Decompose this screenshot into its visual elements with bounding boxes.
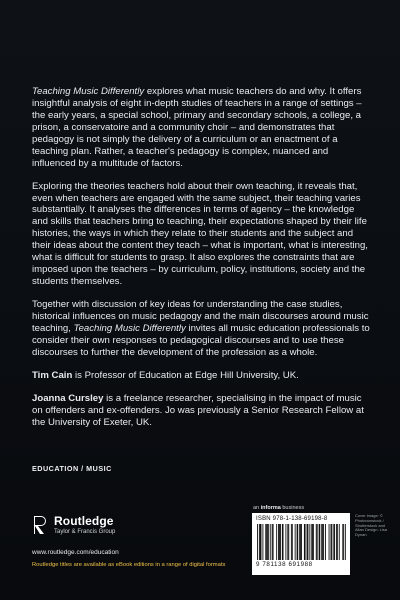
- author-name: Joanna Cursley: [32, 392, 104, 404]
- routledge-logo-icon: [32, 514, 48, 536]
- blurb-paragraph-1: Teaching Music Differently explores what music teachers do and why. It offers insightful analysis of eight in-depth studies of teachers in a range of settings – the early years, a special school, primary and secondary schools, a college, a prison, a conservatoire and a community choir – and demonstrates that pedagogy is not simply the delivery of a curriculum or an enactment of a teaching plan. Rather, a teacher's pedagogy is complex, nuanced and influenced by a multitude of factors.: [32, 86, 362, 169]
- author-bio-1: Tim Cain is Professor of Education at Edge Hill University, UK.: [32, 369, 299, 381]
- subject-category: EDUCATION / MUSIC: [32, 464, 112, 473]
- blurb-paragraph-2: Exploring the theories teachers hold about their own teaching, it reveals that, even when teachers are engaged with the same subject, their teaching varies substantially. It analyses the differences in terms of agency – the knowledge and skills that teachers bring to teaching, their expectations shaped by their life histories, the ways in which they relate to their students and the subject and their ideas about the content they teach – what is important, what is interesting, what is difficult for students to grasp. It also explores the constraints that are imposed upon the teachers – by curriculum, policy, institutions, society and the students themselves.: [32, 180, 368, 288]
- isbn-label: ISBN 978-1-138-69198-8: [256, 516, 328, 522]
- barcode-panel: [252, 513, 350, 575]
- informa-business-label: an informa business: [253, 505, 305, 511]
- book-title-italic: Teaching Music Differently: [73, 322, 186, 334]
- ebook-note: Routledge titles are available as eBook editions in a range of digital formats: [32, 562, 226, 568]
- publisher-url: www.routledge.com/education: [32, 549, 119, 556]
- barcode-number: 9 781138 691988: [256, 561, 313, 568]
- author-name: Tim Cain: [32, 369, 73, 381]
- blurb-text: [32, 86, 370, 439]
- blurb-paragraph-3: Together with discussion of key ideas for understanding the case studies, historical influences on music pedagogy and the main discourses around music teaching, Teaching Music Differently invites all music education professionals to consider their own responses to pedagogical discourses and to use these discourses to further the development of the profession as a whole.: [32, 299, 370, 358]
- publisher-subtitle: Taylor & Francis Group: [54, 529, 116, 535]
- publisher-name: Routledge: [54, 514, 114, 528]
- cover-credits: Cover image: © Photononstock / Shutterstock and Allan Design: Lisa Dynan: [355, 513, 388, 538]
- book-title-italic: Teaching Music Differently: [32, 86, 145, 97]
- author-bio-2: Joanna Cursley is a freelance researcher, specialising in the impact of music on offenders and ex-offenders. Jo was previously a Senior Research Fellow at the University of Exeter, UK.: [32, 392, 364, 428]
- publisher-logo: [32, 514, 115, 536]
- barcode-icon: [256, 524, 346, 560]
